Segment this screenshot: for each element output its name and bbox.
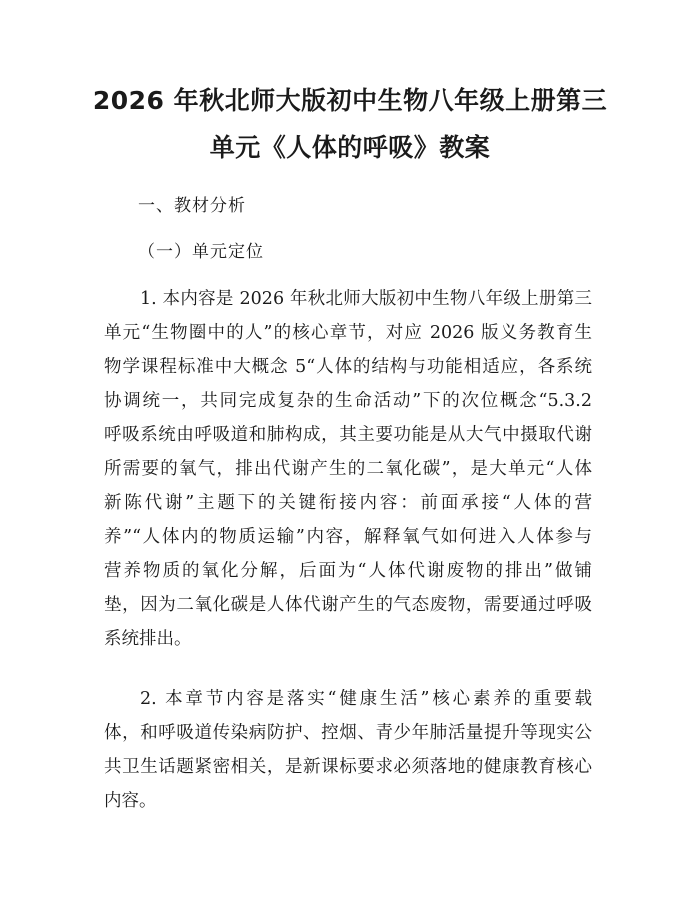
paragraph-1-line: 协调统一，共同完成复杂的生命活动”下的次位概念“5.3.2 — [104, 391, 592, 411]
paragraph-1-line: 1. 本内容是 2026 年秋北师大版初中生物八年级上册第三 — [140, 289, 592, 309]
paragraph-1-line: 物学课程标准中大概念 5“人体的结构与功能相适应，各系统 — [104, 357, 592, 377]
paragraph-2-line: 内容。 — [104, 791, 157, 811]
paragraph-1-line: 营养物质的氧化分解，后面为“人体代谢废物的排出”做铺 — [104, 561, 592, 581]
paragraph-1-line: 呼吸系统由呼吸道和肺构成，其主要功能是从大气中摄取代谢 — [104, 425, 592, 445]
document-title-line-2: 单元《人体的呼吸》教案 — [209, 133, 491, 162]
paragraph-1-line: 新陈代谢”主题下的关键衔接内容：前面承接“人体的营 — [104, 493, 592, 513]
paragraph-1-line: 养”“人体内的物质运输”内容，解释氧气如何进入人体参与 — [104, 527, 592, 547]
paragraph-1-line: 单元“生物圈中的人”的核心章节，对应 2026 版义务教育生 — [104, 323, 592, 343]
paragraph-1-line: 垫，因为二氧化碳是人体代谢产生的气态废物，需要通过呼吸 — [104, 595, 592, 615]
paragraph-1-line: 所需要的氧气，排出代谢产生的二氧化碳”，是大单元“人体 — [104, 459, 592, 479]
paragraph-1-line: 系统排出。 — [104, 629, 192, 649]
paragraph-2-line: 2. 本章节内容是落实“健康生活”核心素养的重要载 — [140, 689, 592, 709]
paragraph-2-line: 体，和呼吸道传染病防护、控烟、青少年肺活量提升等现实公 — [104, 723, 592, 743]
document-title-line-1: 2026 年秋北师大版初中生物八年级上册第三 — [92, 86, 608, 115]
section-heading: 一、教材分析 — [138, 196, 246, 216]
subsection-heading: （一）单元定位 — [138, 242, 264, 262]
paragraph-2-line: 共卫生话题紧密相关，是新课标要求必须落地的健康教育核心 — [104, 757, 592, 777]
